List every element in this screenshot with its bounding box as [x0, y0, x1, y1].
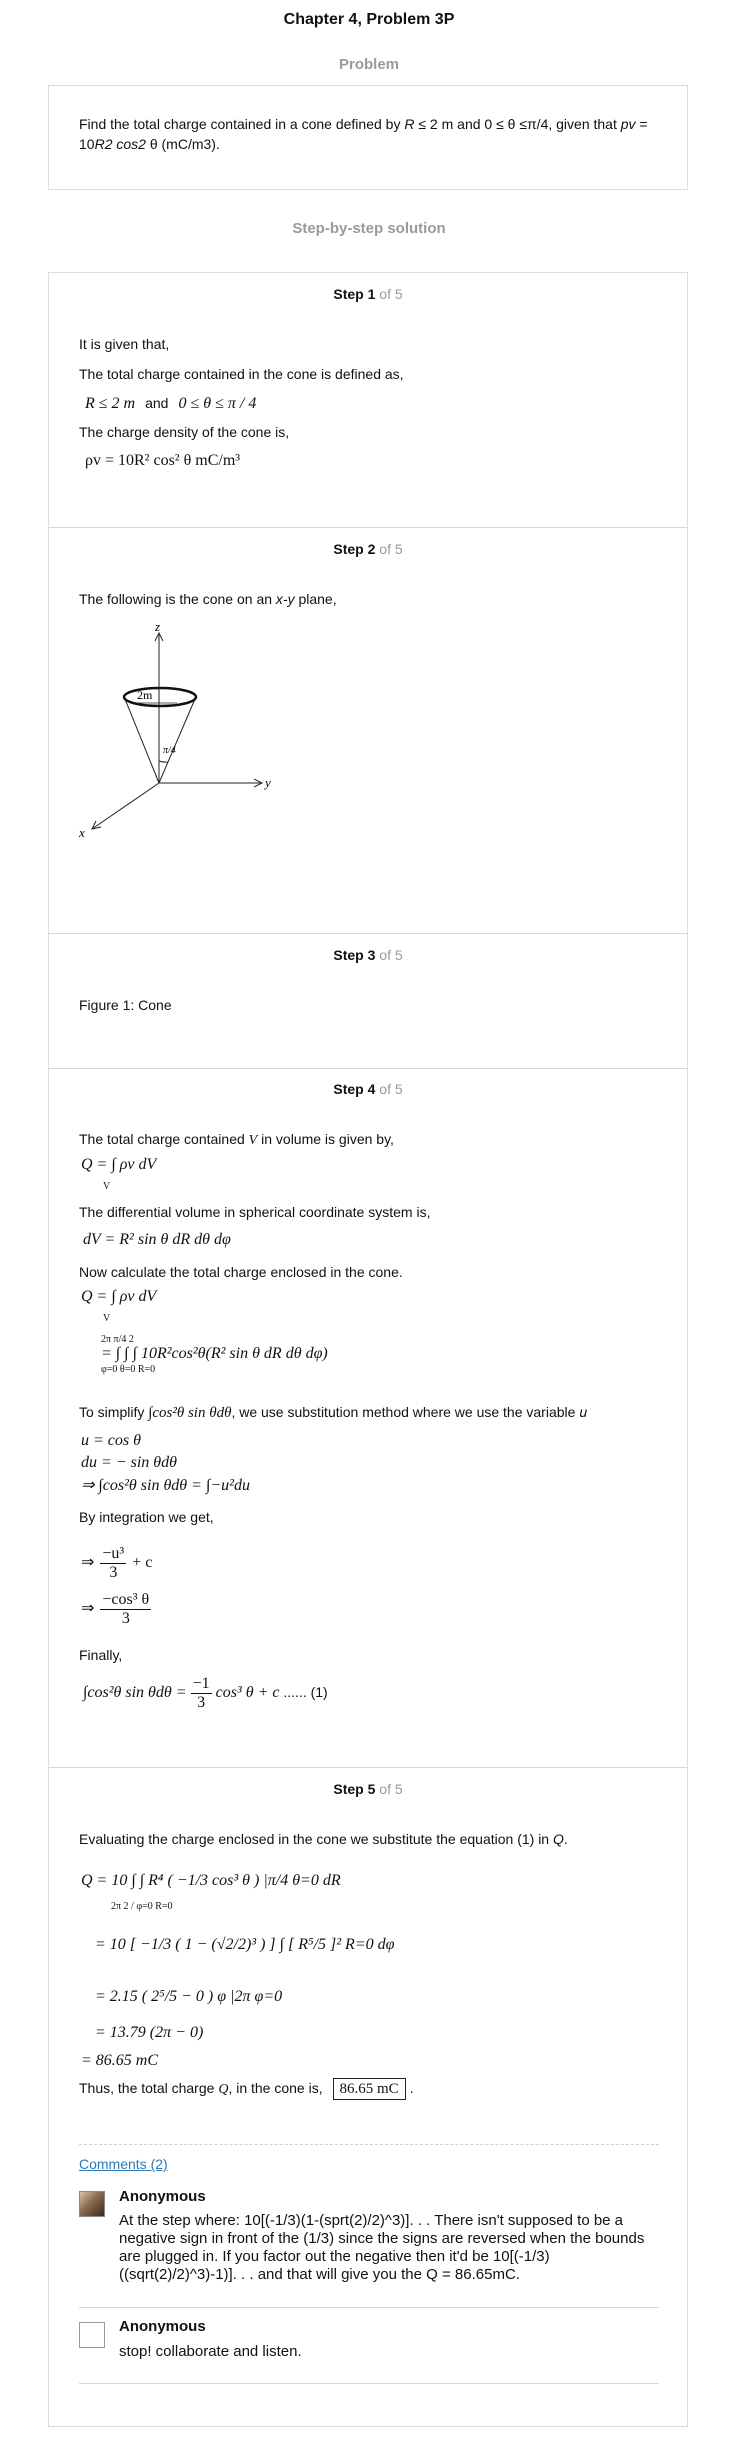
cone-figure — [77, 623, 277, 863]
eq-dv: dV = R² sin θ dR dθ dφ — [83, 1231, 231, 1248]
problem-text: Find the total charge contained in a cone defined by R ≤ 2 m and 0 ≤ θ ≤π/4, given that pv = 10R2 cos2 θ (mC/m3). — [79, 116, 648, 152]
y-label: y — [265, 775, 271, 790]
eq-86-65: = 86.65 mC — [81, 2052, 159, 2069]
step-5-intro: Evaluating the charge enclosed in the cone we substitute the equation (1) in Q. — [79, 1831, 568, 1847]
page-title: Chapter 4, Problem 3P — [283, 11, 455, 28]
divider — [49, 527, 687, 528]
divider — [49, 1068, 687, 1069]
step-1-heading: Step 1 of 5 — [333, 286, 403, 302]
eq-triple-integral: 2π π/4 2 = ∫ ∫ ∫ 10R²cos²θ(R² sin θ dR dθ dφ) φ=0 θ=0 R=0 — [101, 1334, 328, 1375]
cone-edge-left — [125, 699, 159, 783]
step-1-density-eq: ρv = 10R² cos² θ mC/m³ — [85, 452, 241, 469]
comment-author: Anonymous — [119, 2188, 206, 2205]
solution-heading: Step-by-step solution — [292, 220, 446, 237]
step-4-finally: Finally, — [79, 1647, 123, 1663]
avatar — [79, 2322, 105, 2348]
comment-divider — [79, 2383, 659, 2384]
eq-q-integral-2: Q = ∫ ρv dV V — [81, 1288, 157, 1324]
step-4-intro: The total charge contained V in volume is given by, — [79, 1131, 394, 1148]
comments-divider — [79, 2144, 659, 2145]
step-2-text: The following is the cone on an x-y plane, — [79, 591, 337, 607]
radius-label: 2m — [137, 688, 153, 702]
eq-final-integral: ∫cos²θ sin θdθ = $\frac{-1}{3}$ cos³ θ + c ...... (1) — [83, 1675, 328, 1711]
eq-bracket-step: = 10 [ −1/3 ( 1 − (√2/2)³ ) ] ∫ [ R⁵/5 ]² R=0 dφ — [95, 1936, 395, 1953]
step-4-heading: Step 4 of 5 — [333, 1081, 403, 1097]
divider — [49, 1767, 687, 1768]
step-5-conclusion: Thus, the total charge Q, in the cone is, 86.65 mC . — [79, 2078, 414, 2100]
step-1-defined: The total charge contained in the cone is defined as, — [79, 366, 404, 382]
eq-q-evaluated: Q = 10 ∫ ∫ R⁴ ( −1/3 cos³ θ ) |π/4 θ=0 dR — [81, 1872, 341, 1889]
avatar — [79, 2191, 105, 2217]
x-label: x — [79, 825, 85, 840]
step-1-given: It is given that, — [79, 336, 170, 352]
eq-13-79: = 13.79 (2π − 0) — [95, 2024, 204, 2041]
eq-2-15: = 2.15 ( 2⁵/5 − 0 ) φ |2π φ=0 — [95, 1988, 283, 2005]
step-4-simplify: To simplify ∫cos²θ sin θdθ, we use substitution method where we use the variable u — [79, 1404, 588, 1421]
eq-implies-integral: ⇒ ∫cos²θ sin θdθ = ∫−u²du — [81, 1477, 250, 1494]
step-4-now-text: Now calculate the total charge enclosed in the cone. — [79, 1264, 403, 1280]
solution-box — [48, 272, 688, 2427]
problem-heading: Problem — [338, 56, 399, 73]
comments-link[interactable]: Comments (2) — [79, 2156, 168, 2172]
figure-caption: Figure 1: Cone — [79, 997, 172, 1013]
step-1-domain-eq: R ≤ 2 m and 0 ≤ θ ≤ π / 4 — [85, 395, 257, 412]
comment-divider — [79, 2307, 659, 2308]
eq-du: du = − sin θdθ — [81, 1454, 177, 1471]
step-1-density: The charge density of the cone is, — [79, 424, 290, 440]
comment-text: stop! collaborate and listen. — [119, 2343, 302, 2360]
eq-u-sub: u = cos θ — [81, 1432, 141, 1449]
problem-box — [48, 85, 688, 190]
eq-result-u: ⇒ $\frac{\text{−u³}}{3}$ + c — [81, 1545, 153, 1581]
z-label: z — [155, 623, 161, 634]
step-4-by-integration: By integration we get, — [79, 1509, 214, 1525]
comment-author: Anonymous — [119, 2318, 206, 2335]
eq-q-integral: Q = ∫ ρv dV V — [81, 1156, 157, 1192]
eq-q-evaluated-limits: 2π 2 / φ=0 R=0 — [111, 1901, 173, 1912]
comment-text: At the step where: 10[(-1/3)(1-(sprt(2)/2)^3)]. . . There isn't supposed to be a negative sign in front of the (1/3) since the signs are reversed when the bounds are plugged in. If you factor out the negative then it'd be 10[(-1/3)((sqrt(2)/2)^3)-1)]. . . and that will give you the Q = 86.65mC. — [119, 2212, 645, 2283]
angle-label: π/4 — [163, 745, 176, 756]
step-4-diff-text: The differential volume in spherical coordinate system is, — [79, 1204, 431, 1220]
eq-result-cos: ⇒ $\frac{\text{−cos³ θ}}{3}$ — [81, 1591, 150, 1627]
step-5-heading: Step 5 of 5 — [333, 1781, 403, 1797]
divider — [49, 933, 687, 934]
x-axis — [92, 783, 159, 829]
step-2-heading: Step 2 of 5 — [333, 541, 403, 557]
cone-edge-right — [159, 699, 195, 783]
angle-arc — [159, 761, 168, 762]
step-3-heading: Step 3 of 5 — [333, 947, 403, 963]
answer-box: 86.65 mC — [333, 2078, 406, 2100]
